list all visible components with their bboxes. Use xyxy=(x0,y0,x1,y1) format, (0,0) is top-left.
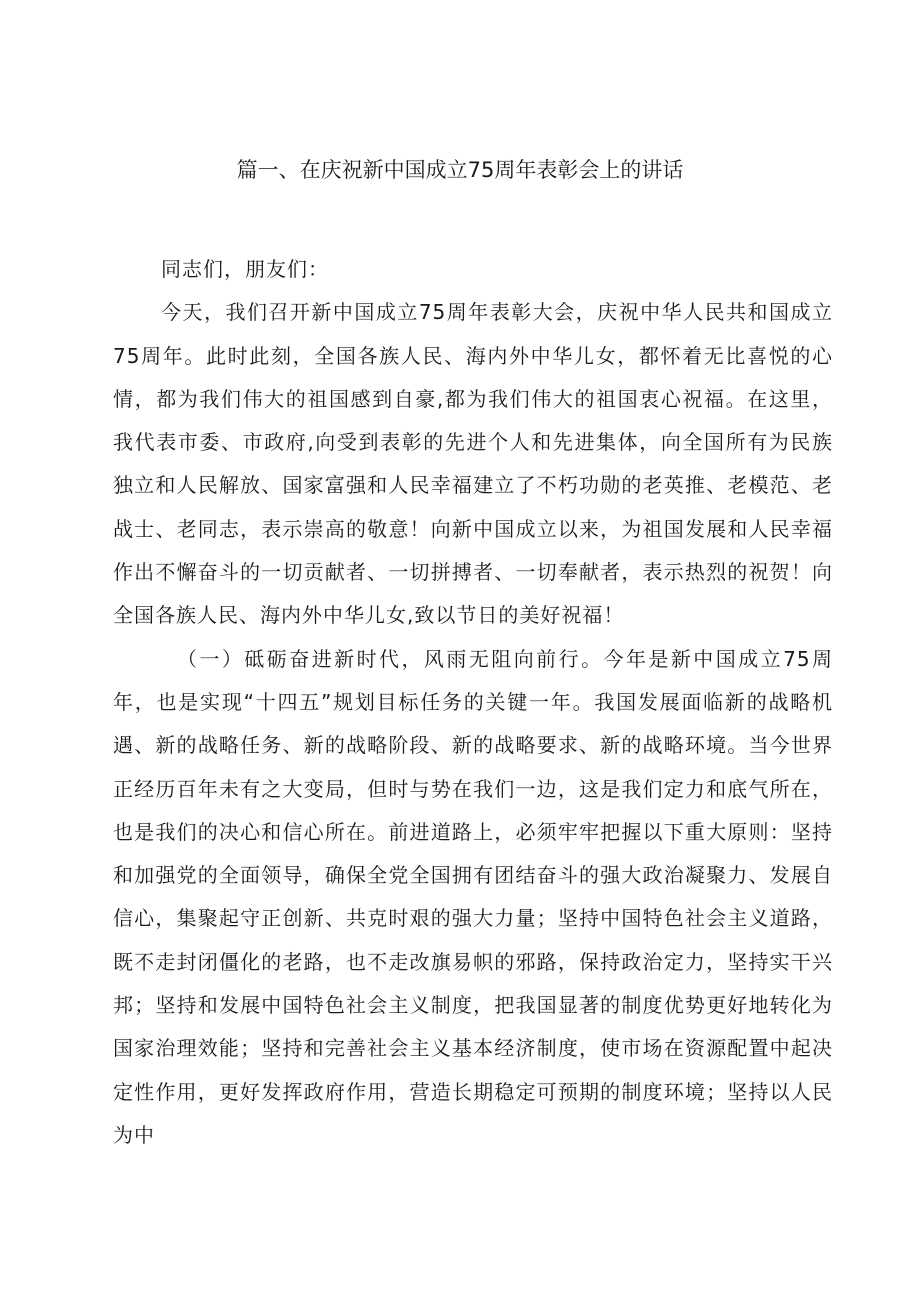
document-title: 篇一、在庆祝新中国成立75周年表彰会上的讲话 xyxy=(236,158,684,182)
document-body xyxy=(113,248,833,1157)
paragraph-opening: 今天，我们召开新中国成立75周年表彰大会，庆祝中华人民共和国成立75周年。此时此刻，全国各族人民、海内外中华儿女，都怀着无比喜悦的心情，都为我们伟大的祖国感到自豪,都为我们伟大的祖国衷心祝福。在这里，我代表市委、市政府,向受到表彰的先进个人和先进集体，向全国所有为民族独立和人民解放、国家富强和人民幸福建立了不朽功勋的老英推、老模范、老战士、老同志，表示崇高的敬意！向新中国成立以来，为祖国发展和人民幸福作出不懈奋斗的一切贡献者、一切拼搏者、一切奉献者，表示热烈的祝贺！向全国各族人民、海内外中华儿女,致以节日的美好祝福！ xyxy=(113,300,833,628)
paragraph-section-one: （一）砥砺奋进新时代，风雨无阻向前行。今年是新中国成立75周年，也是实现“十四五”规划目标任务的关键一年。我国发展面临新的战略机遇、新的战略任务、新的战略阶段、新的战略要求、新的战略环境。当今世界正经历百年未有之大变局，但时与势在我们一边，这是我们定力和底气所在，也是我们的决心和信心所在。前进道路上，必须牢牢把握以下重大原则：坚持和加强党的全面领导，确保全党全国拥有团结奋斗的强大政治凝聚力、发展自信心，集聚起守正创新、共克时艰的强大力量；坚持中国特色社会主义道路，既不走封闭僵化的老路，也不走改旗易帜的邪路，保持政治定力，坚持实干兴邦；坚持和发展中国特色社会主义制度，把我国显著的制度优势更好地转化为国家治理效能；坚持和完善社会主义基本经济制度，使市场在资源配置中起决定性作用，更好发挥政府作用，营造长期稳定可预期的制度环境；坚持以人民为中 xyxy=(113,646,833,1147)
greeting-line: 同志们，朋友们： xyxy=(161,257,329,281)
